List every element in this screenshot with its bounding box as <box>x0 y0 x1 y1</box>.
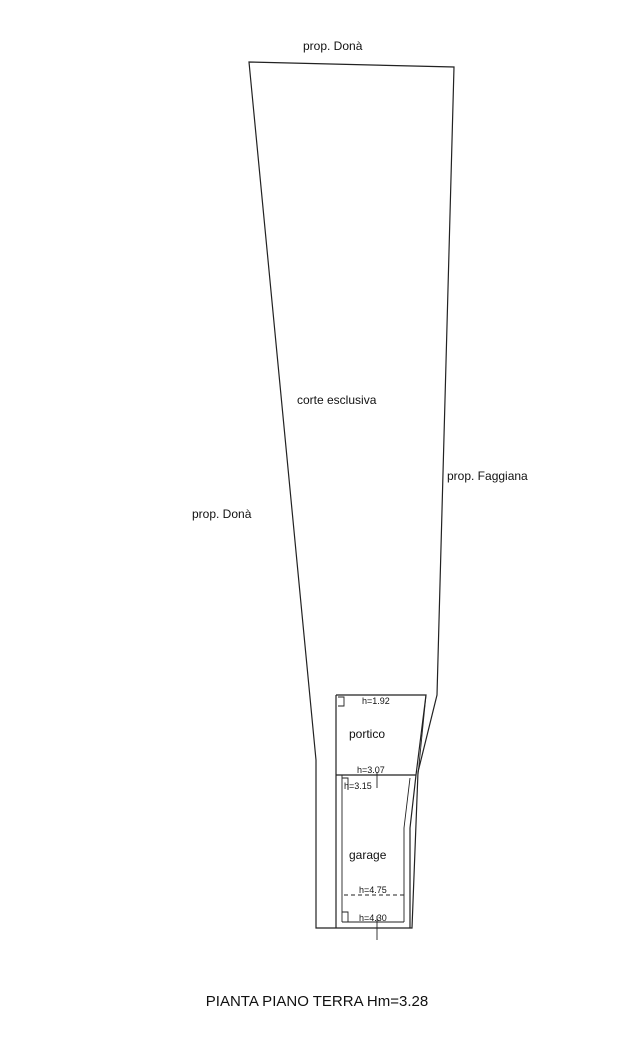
height-label: h=1.92 <box>362 696 390 706</box>
label-prop-dona-top: prop. Donà <box>303 39 363 53</box>
height-label: h=3.07 <box>357 765 385 775</box>
label-portico: portico <box>349 727 386 741</box>
label-prop-dona-left: prop. Donà <box>192 507 252 521</box>
height-label: h=3.15 <box>344 781 372 791</box>
garage-bottom-detail <box>342 912 348 922</box>
height-label: h=4.75 <box>359 885 387 895</box>
plan-title: PIANTA PIANO TERRA Hm=3.28 <box>205 993 429 1010</box>
garage-right-wall <box>404 778 410 922</box>
portico-right-wall <box>418 695 426 775</box>
portico-corner-detail <box>338 697 344 706</box>
height-label: h=4.30 <box>359 913 387 923</box>
label-prop-faggiana: prop. Faggiana <box>447 469 528 483</box>
label-garage: garage <box>349 848 387 862</box>
label-corte-esclusiva: corte esclusiva <box>297 393 377 407</box>
lot-boundary <box>249 62 454 928</box>
